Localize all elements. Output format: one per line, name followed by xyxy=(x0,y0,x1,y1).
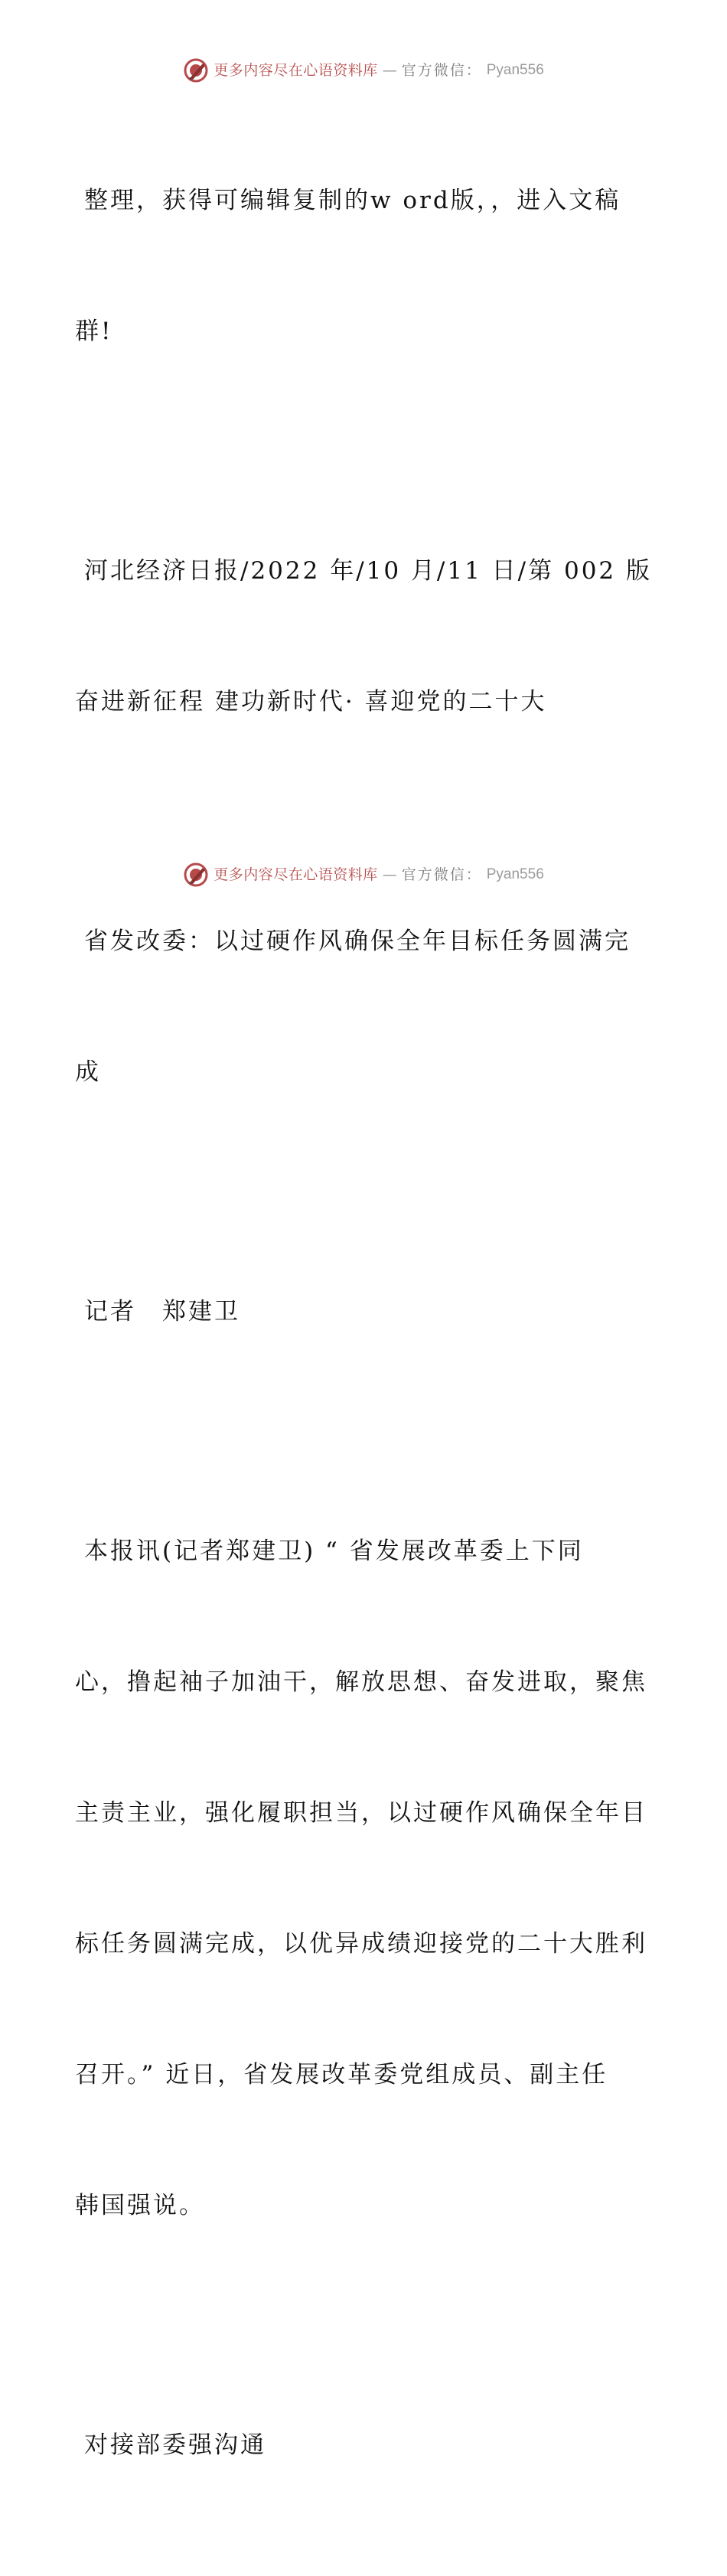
header-watermark xyxy=(0,57,727,83)
notice-paragraph xyxy=(75,92,657,441)
red-pen-seal-icon xyxy=(183,862,209,888)
body-line-3: 主责主业，强化履职担当，以过硬作风确保全年目 xyxy=(75,1799,647,1827)
body-line-4: 标任务圆满完成，以优异成绩迎接党的二十大胜利 xyxy=(75,1930,647,1958)
watermark-wechat-label: 官方微信： xyxy=(401,62,482,79)
byline-paragraph xyxy=(75,1203,657,1421)
headline-line-2: 成 xyxy=(75,1058,101,1086)
body-line-6: 韩国强说。 xyxy=(75,2192,205,2219)
watermark-dash: — xyxy=(382,866,397,883)
body-line-2: 心，撸起袖子加油干，解放思想、奋发进取，聚焦 xyxy=(75,1668,647,1696)
byline-text: 记者 郑建卫 xyxy=(84,1298,240,1325)
subheading-paragraph xyxy=(75,2336,657,2555)
watermark-wechat-handle: Pyan556 xyxy=(486,62,544,78)
red-pen-seal-icon xyxy=(183,57,209,83)
watermark-brand-text: 更多内容尽在心语资料库 xyxy=(214,62,378,79)
watermark-wechat-handle: Pyan556 xyxy=(486,866,544,882)
footer-watermark xyxy=(0,862,727,888)
body-paragraph xyxy=(75,1443,657,2315)
watermark-dash: — xyxy=(382,62,397,79)
notice-line-2: 群! xyxy=(75,318,113,345)
headline-line-1: 省发改委：以过硬作风确保全年目标任务圆满完 xyxy=(84,928,631,955)
dateline-line-2: 奋进新征程 建功新时代· 喜迎党的二十大 xyxy=(75,688,547,716)
watermark-brand-text: 更多内容尽在心语资料库 xyxy=(214,866,378,883)
subheading-text: 对接部委强沟通 xyxy=(84,2431,266,2459)
body-line-5: 召开。” 近日，省发展改革委党组成员、副主任 xyxy=(75,2061,608,2089)
notice-line-1: 整理，获得可编辑复制的w ord版，，进入文稿 xyxy=(84,187,621,214)
dateline-paragraph xyxy=(75,462,657,811)
body-line-1: 本报讯(记者郑建卫) “ 省发展改革委上下同 xyxy=(84,1537,584,1565)
document-body xyxy=(75,92,657,2576)
dateline-line-1: 河北经济日报/2022 年/10 月/11 日/第 002 版 xyxy=(84,557,653,585)
watermark-wechat-label: 官方微信： xyxy=(401,866,482,883)
